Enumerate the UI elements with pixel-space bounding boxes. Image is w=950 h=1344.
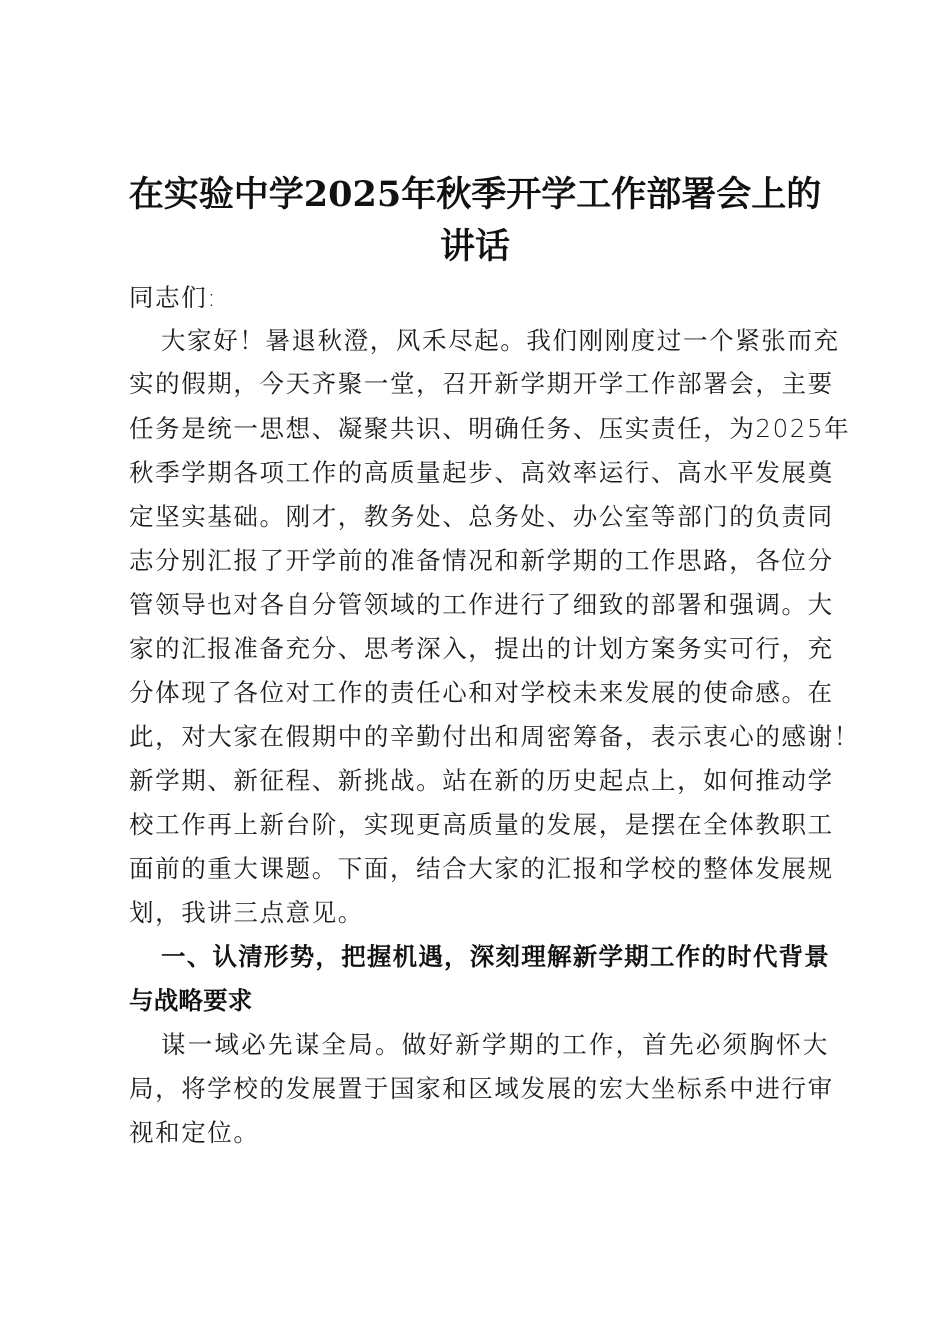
paragraph-1-line-14: 划，我讲三点意见。 — [129, 898, 364, 927]
paragraph-1-line-12: 校工作再上新台阶，实现更高质量的发展，是摆在全体教职工 — [129, 810, 834, 839]
paragraph-1-line-7: 管领导也对各自分管领域的工作进行了细致的部署和强调。大 — [129, 590, 834, 619]
paragraph-1-line-6: 志分别汇报了开学前的准备情况和新学期的工作思路，各位分 — [129, 546, 834, 575]
paragraph-1-line-11: 新学期、新征程、新挑战。站在新的历史起点上，如何推动学 — [129, 766, 834, 795]
paragraph-2-line-1: 谋一域必先谋全局。做好新学期的工作，首先必须胸怀大 — [161, 1030, 829, 1059]
paragraph-1-line-3: 任务是统一思想、凝聚共识、明确任务、压实责任，为2025年 — [129, 414, 851, 443]
paragraph-1-line-5: 定坚实基础。刚才，教务处、总务处、办公室等部门的负责同 — [129, 502, 834, 531]
document-title-line-2: 讲话 — [439, 226, 510, 267]
paragraph-1-line-13: 面前的重大课题。下面，结合大家的汇报和学校的整体发展规 — [129, 854, 834, 883]
paragraph-1-line-10: 此，对大家在假期中的辛勤付出和周密筹备，表示衷心的感谢！ — [129, 722, 860, 751]
paragraph-1-line-9: 分体现了各位对工作的责任心和对学校未来发展的使命感。在 — [129, 678, 834, 707]
paragraph-2-line-2: 局，将学校的发展置于国家和区域发展的宏大坐标系中进行审 — [129, 1074, 834, 1103]
paragraph-1-line-1: 大家好！暑退秋澄，风禾尽起。我们刚刚度过一个紧张而充 — [161, 326, 840, 355]
paragraph-2-line-3: 视和定位。 — [129, 1118, 260, 1147]
document-title-line-1: 在实验中学2025年秋季开学工作部署会上的 — [128, 174, 822, 215]
section-1-heading-line-2: 与战略要求 — [129, 986, 253, 1015]
salutation: 同志们: — [129, 283, 218, 312]
paragraph-1-line-8: 家的汇报准备充分、思考深入，提出的计划方案务实可行，充 — [129, 634, 834, 663]
paragraph-1-line-4: 秋季学期各项工作的高质量起步、高效率运行、高水平发展奠 — [129, 458, 834, 487]
section-1-heading-line-1: 一、认清形势，把握机遇，深刻理解新学期工作的时代背景 — [161, 942, 829, 971]
paragraph-1-line-2: 实的假期，今天齐聚一堂，召开新学期开学工作部署会，主要 — [129, 369, 834, 398]
